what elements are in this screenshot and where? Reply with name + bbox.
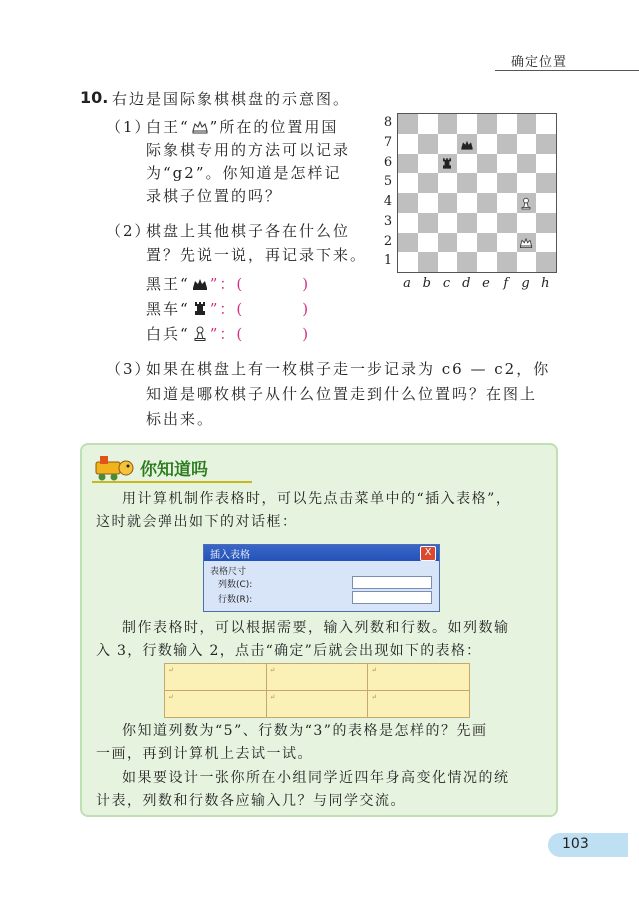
square-d1 bbox=[457, 252, 477, 272]
part1-line4: 录棋子位置的吗？ bbox=[146, 187, 283, 205]
square-c7 bbox=[438, 134, 458, 154]
part3-label: （3） bbox=[106, 360, 152, 378]
square-d4 bbox=[457, 193, 477, 213]
page-number: 103 bbox=[562, 836, 589, 852]
table-cell bbox=[165, 664, 267, 691]
dialog-title: 插入表格 bbox=[210, 550, 250, 561]
close-icon[interactable]: X bbox=[420, 546, 436, 561]
square-a2 bbox=[398, 233, 418, 253]
kb-para1-line1: 用计算机制作表格时，可以先点击菜单中的“插入表格”， bbox=[122, 491, 512, 507]
file-label: f bbox=[503, 276, 509, 291]
file-label: a bbox=[403, 276, 411, 291]
answer-row-white-pawn bbox=[146, 323, 310, 346]
cell-marker: ↵ bbox=[371, 666, 378, 674]
did-you-know-title: 你知道吗 bbox=[140, 460, 208, 480]
square-e5 bbox=[477, 173, 497, 193]
white-pawn-icon bbox=[190, 325, 210, 341]
rank-label: 1 bbox=[383, 253, 393, 269]
square-g8 bbox=[517, 114, 537, 134]
answer-close: ) bbox=[302, 325, 311, 343]
square-e6 bbox=[477, 154, 497, 174]
square-a8 bbox=[398, 114, 418, 134]
square-d2 bbox=[457, 233, 477, 253]
square-e1 bbox=[477, 252, 497, 272]
cell-marker: ↵ bbox=[269, 666, 276, 674]
sample-table bbox=[164, 663, 470, 718]
table-row bbox=[165, 691, 470, 718]
square-b5 bbox=[418, 173, 438, 193]
train-icon bbox=[92, 452, 138, 482]
answer-open: ”：( bbox=[209, 325, 245, 343]
square-e8 bbox=[477, 114, 497, 134]
file-label: h bbox=[541, 276, 550, 291]
dialog-group-label: 表格尺寸 bbox=[210, 567, 247, 577]
kb-para2-line1: 制作表格时，可以根据需要，输入列数和行数。如列数输 bbox=[122, 620, 510, 636]
file-label: g bbox=[521, 276, 530, 291]
square-b8 bbox=[418, 114, 438, 134]
part1-line1 bbox=[146, 116, 338, 139]
square-e2 bbox=[477, 233, 497, 253]
square-a3 bbox=[398, 213, 418, 233]
square-g5 bbox=[517, 173, 537, 193]
answer-close: ) bbox=[302, 275, 311, 293]
kb-para3-line1: 你知道列数为“5”、行数为“3”的表格是怎样的？先画 bbox=[122, 723, 488, 739]
white-king-icon bbox=[518, 234, 534, 250]
square-g6 bbox=[517, 154, 537, 174]
square-b2 bbox=[418, 233, 438, 253]
square-b4 bbox=[418, 193, 438, 213]
kb-para4-line1: 如果要设计一张你所在小组同学近四年身高变化情况的统 bbox=[122, 770, 510, 786]
answer-row-label: 黑车 bbox=[146, 300, 181, 318]
rank-label: 3 bbox=[383, 213, 393, 229]
black-rook-icon bbox=[439, 155, 455, 171]
square-d8 bbox=[457, 114, 477, 134]
square-h2 bbox=[536, 233, 556, 253]
kb-para2-line2: 入 3，行数输入 2，点击“确定”后就会出现如下的表格： bbox=[96, 643, 482, 659]
square-c3 bbox=[438, 213, 458, 233]
square-a6 bbox=[398, 154, 418, 174]
square-f2 bbox=[497, 233, 517, 253]
square-c1 bbox=[438, 252, 458, 272]
insert-table-dialog bbox=[203, 544, 440, 612]
square-g1 bbox=[517, 252, 537, 272]
table-cell bbox=[266, 691, 368, 718]
part2-label: （2） bbox=[106, 222, 152, 240]
cell-marker: ↵ bbox=[168, 693, 174, 701]
square-h6 bbox=[536, 154, 556, 174]
header-divider bbox=[495, 70, 639, 71]
black-king-icon bbox=[190, 275, 210, 291]
part1-label: （1） bbox=[106, 118, 152, 136]
table-cell bbox=[165, 691, 267, 718]
square-a4 bbox=[398, 193, 418, 213]
square-e7 bbox=[477, 134, 497, 154]
square-d6 bbox=[457, 154, 477, 174]
square-h3 bbox=[536, 213, 556, 233]
rows-label: 行数(R): bbox=[218, 595, 253, 605]
square-h1 bbox=[536, 252, 556, 272]
open-quote: “ bbox=[180, 300, 190, 318]
part3-line3: 标出来。 bbox=[146, 410, 215, 428]
table-cell bbox=[368, 691, 470, 718]
square-c8 bbox=[438, 114, 458, 134]
white-king-icon bbox=[190, 118, 210, 134]
square-d7 bbox=[457, 134, 477, 154]
answer-row-label: 黑王 bbox=[146, 275, 181, 293]
kb-para4-line2: 计表，列数和行数各应输入几？与同学交流。 bbox=[96, 793, 406, 809]
square-b6 bbox=[418, 154, 438, 174]
square-f4 bbox=[497, 193, 517, 213]
cell-marker: ↵ bbox=[269, 693, 276, 701]
square-c5 bbox=[438, 173, 458, 193]
answer-row-black-rook bbox=[146, 298, 310, 321]
part3-line2: 知道是哪枚棋子从什么位置走到什么位置吗？在图上 bbox=[146, 385, 538, 403]
square-h7 bbox=[536, 134, 556, 154]
square-e3 bbox=[477, 213, 497, 233]
white-pawn-icon bbox=[518, 195, 534, 211]
square-b1 bbox=[418, 252, 438, 272]
square-f3 bbox=[497, 213, 517, 233]
rank-label: 8 bbox=[383, 115, 393, 130]
cols-input[interactable] bbox=[352, 576, 432, 589]
file-label: e bbox=[482, 276, 490, 291]
answer-close: ) bbox=[302, 300, 311, 318]
part3-line1: 如果在棋盘上有一枚棋子走一步记录为 c6 — c2，你 bbox=[146, 360, 551, 378]
square-h4 bbox=[536, 193, 556, 213]
black-king-icon bbox=[459, 136, 475, 152]
answer-open: ”：( bbox=[209, 300, 245, 318]
square-c6 bbox=[438, 154, 458, 174]
open-quote: “ bbox=[180, 325, 190, 343]
cell-marker: ↵ bbox=[168, 666, 174, 674]
square-e4 bbox=[477, 193, 497, 213]
table-cell bbox=[266, 664, 368, 691]
file-label: b bbox=[422, 276, 431, 291]
square-b7 bbox=[418, 134, 438, 154]
title-underline bbox=[92, 481, 252, 483]
rank-label: 5 bbox=[383, 174, 393, 190]
square-g3 bbox=[517, 213, 537, 233]
square-h8 bbox=[536, 114, 556, 134]
square-g4 bbox=[517, 193, 537, 213]
part2-line2: 置？先说一说，再记录下来。 bbox=[146, 246, 368, 264]
rank-label: 7 bbox=[383, 134, 393, 150]
square-g2 bbox=[517, 233, 537, 253]
open-quote: “ bbox=[180, 275, 190, 293]
kb-para1-line2: 这时就会弹出如下的对话框： bbox=[96, 514, 298, 530]
table-row bbox=[165, 664, 470, 691]
part1-line1a: 白王“ bbox=[146, 118, 190, 136]
rows-input[interactable] bbox=[352, 591, 432, 604]
section-title: 确定位置 bbox=[510, 55, 567, 70]
cols-label: 列数(C): bbox=[218, 580, 253, 590]
square-d5 bbox=[457, 173, 477, 193]
question-number: 10. bbox=[80, 88, 109, 107]
black-rook-icon bbox=[190, 300, 210, 316]
square-g7 bbox=[517, 134, 537, 154]
rank-label: 2 bbox=[383, 233, 393, 249]
kb-para3-line2: 一画，再到计算机上去试一试。 bbox=[96, 746, 313, 762]
cell-marker: ↵ bbox=[371, 693, 378, 701]
answer-open: ”：( bbox=[209, 275, 245, 293]
file-label: c bbox=[442, 276, 451, 291]
rank-label: 6 bbox=[383, 154, 393, 170]
square-f5 bbox=[497, 173, 517, 193]
square-f7 bbox=[497, 134, 517, 154]
part1-line3: 为“g2”。你知道是怎样记 bbox=[146, 164, 342, 182]
square-a7 bbox=[398, 134, 418, 154]
table-cell bbox=[368, 664, 470, 691]
answer-row-label: 白兵 bbox=[146, 325, 181, 343]
answer-row-black-king bbox=[146, 273, 310, 296]
square-a5 bbox=[398, 173, 418, 193]
square-c2 bbox=[438, 233, 458, 253]
square-a1 bbox=[398, 252, 418, 272]
rank-label: 4 bbox=[383, 194, 393, 209]
chessboard bbox=[397, 113, 557, 273]
square-f8 bbox=[497, 114, 517, 134]
square-f6 bbox=[497, 154, 517, 174]
square-c4 bbox=[438, 193, 458, 213]
file-label: d bbox=[462, 276, 471, 291]
part2-line1: 棋盘上其他棋子各在什么位 bbox=[146, 222, 351, 240]
question-intro: 右边是国际象棋棋盘的示意图。 bbox=[112, 90, 351, 108]
square-f1 bbox=[497, 252, 517, 272]
square-d3 bbox=[457, 213, 477, 233]
part1-line2: 际象棋专用的方法可以记录 bbox=[146, 141, 351, 159]
square-b3 bbox=[418, 213, 438, 233]
square-h5 bbox=[536, 173, 556, 193]
part1-line1b: ”所在的位置用国 bbox=[209, 118, 339, 136]
